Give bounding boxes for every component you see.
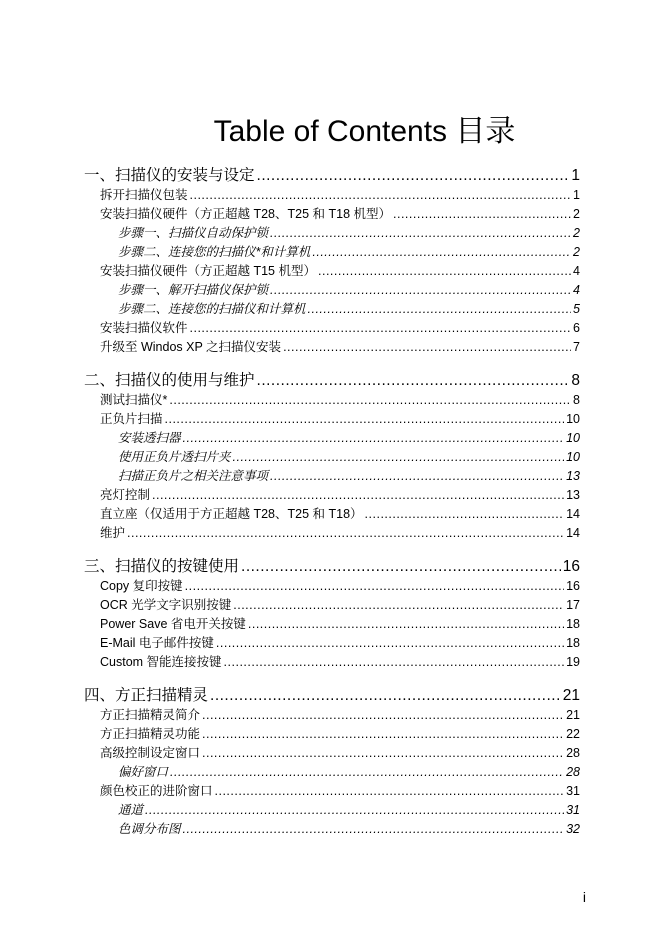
toc-entry-title: 方正扫描精灵功能 [100, 727, 201, 741]
dot-leader [202, 744, 564, 763]
toc-subsection-entry[interactable] [84, 467, 580, 486]
dot-leader [233, 448, 565, 467]
toc-entry-title: 使用正负片透扫片夹 [118, 450, 231, 464]
toc-entry-title: 二、扫描仪的使用与维护 [84, 372, 255, 389]
toc-entry-title: 颜色校正的进阶窗口 [100, 784, 213, 798]
toc-entry-page: 4 [573, 264, 580, 278]
dot-leader [308, 300, 572, 319]
toc-entry-page: 10 [566, 412, 580, 426]
toc-entry-title: 三、扫描仪的按键使用 [84, 558, 240, 575]
dot-leader [365, 505, 565, 524]
toc-subsection-entry[interactable] [84, 820, 580, 839]
dot-leader [257, 371, 570, 391]
toc-entry-page: 1 [571, 167, 580, 184]
toc-subsection-entry[interactable] [84, 801, 580, 820]
dot-leader [165, 410, 565, 429]
toc-entry-title: 偏好窗口 [118, 765, 169, 779]
toc-chapter-entry[interactable] [84, 557, 580, 577]
toc-entry-page: 4 [573, 283, 580, 297]
dot-leader [210, 686, 561, 706]
toc-entry-title: 步骤一、扫描仪自动保护锁 [118, 226, 269, 240]
toc-subsection-entry[interactable] [84, 281, 580, 300]
toc-section-entry[interactable] [84, 706, 580, 725]
page-title: Table of Contents 目录 [213, 115, 516, 148]
dot-leader [312, 243, 571, 262]
dot-leader [169, 391, 571, 410]
dot-leader [216, 634, 564, 653]
toc-entry-title: 通道 [118, 803, 144, 817]
toc-entry-title: OCR 光学文字识别按键 [100, 598, 232, 612]
toc-subsection-entry[interactable] [84, 448, 580, 467]
toc-entry-page: 19 [566, 655, 580, 669]
table-of-contents [84, 166, 580, 839]
dot-leader [283, 338, 571, 357]
toc-entry-title: 拆开扫描仪包装 [100, 188, 188, 202]
toc-entry-title: 测试扫描仪* [100, 393, 168, 407]
toc-entry-title: 一、扫描仪的安装与设定 [84, 167, 255, 184]
toc-section-entry[interactable] [84, 524, 580, 543]
toc-section-entry[interactable] [84, 634, 580, 653]
toc-entry-page: 31 [566, 784, 580, 798]
toc-entry-page: 10 [566, 450, 580, 464]
toc-section-entry[interactable] [84, 577, 580, 596]
toc-section-entry[interactable] [84, 596, 580, 615]
toc-entry-title: 安装扫描仪硬件（方正超越 T15 机型） [100, 264, 316, 278]
dot-leader [241, 557, 561, 577]
dot-leader [145, 801, 564, 820]
dot-leader [270, 467, 564, 486]
dot-leader [224, 653, 565, 672]
toc-entry-title: 直立座（仅适用于方正超越 T28、T25 和 T18） [100, 507, 363, 521]
dot-leader [183, 429, 565, 448]
page-number: i [582, 889, 586, 905]
toc-subsection-entry[interactable] [84, 243, 580, 262]
dot-leader [233, 596, 564, 615]
toc-entry-page: 10 [566, 431, 580, 445]
toc-entry-page: 6 [573, 321, 580, 335]
dot-leader [127, 524, 564, 543]
toc-subsection-entry[interactable] [84, 763, 580, 782]
toc-entry-page: 13 [566, 469, 580, 483]
toc-entry-page: 2 [573, 207, 580, 221]
toc-entry-page: 13 [566, 488, 580, 502]
toc-entry-page: 18 [566, 617, 580, 631]
toc-entry-title: 四、方正扫描精灵 [84, 687, 209, 704]
toc-entry-page: 28 [566, 746, 580, 760]
toc-chapter-entry[interactable] [84, 371, 580, 391]
toc-entry-page: 16 [566, 579, 580, 593]
dot-leader [183, 820, 565, 839]
dot-leader [318, 262, 571, 281]
toc-entry-title: E-Mail 电子邮件按键 [100, 636, 214, 650]
toc-entry-title: 步骤二、连接您的扫描仪*和计算机 [118, 245, 311, 259]
toc-entry-page: 16 [562, 558, 580, 575]
dot-leader [257, 166, 570, 186]
dot-leader [248, 615, 564, 634]
toc-section-entry[interactable] [84, 744, 580, 763]
toc-entry-title: Power Save 省电开关按键 [100, 617, 246, 631]
dot-leader [152, 486, 564, 505]
toc-entry-title: 正负片扫描 [100, 412, 163, 426]
dot-leader [202, 725, 564, 744]
toc-entry-title: 高级控制设定窗口 [100, 746, 201, 760]
dot-leader [215, 782, 565, 801]
toc-section-entry[interactable] [84, 615, 580, 634]
toc-entry-title: Custom 智能连接按键 [100, 655, 222, 669]
toc-entry-page: 8 [573, 393, 580, 407]
toc-section-entry[interactable] [84, 653, 580, 672]
toc-section-entry[interactable] [84, 391, 580, 410]
toc-entry-page: 14 [566, 526, 580, 540]
toc-section-entry[interactable] [84, 486, 580, 505]
toc-chapter-entry[interactable] [84, 166, 580, 186]
toc-entry-page: 5 [573, 302, 580, 316]
toc-entry-page: 18 [566, 636, 580, 650]
toc-entry-page: 21 [566, 708, 580, 722]
dot-leader [185, 577, 564, 596]
toc-entry-page: 28 [566, 765, 580, 779]
toc-section-entry[interactable] [84, 319, 580, 338]
toc-entry-page: 1 [573, 188, 580, 202]
toc-entry-title: 安装扫描仪硬件（方正超越 T28、T25 和 T18 机型） [100, 207, 392, 221]
toc-section-entry[interactable] [84, 205, 580, 224]
toc-chapter-entry[interactable] [84, 686, 580, 706]
toc-entry-title: 步骤一、解开扫描仪保护锁 [118, 283, 269, 297]
toc-entry-page: 2 [573, 226, 580, 240]
toc-entry-page: 32 [566, 822, 580, 836]
toc-section-entry[interactable] [84, 505, 580, 524]
toc-entry-title: 扫描正负片之相关注意事项 [118, 469, 269, 483]
toc-entry-page: 31 [566, 803, 580, 817]
dot-leader [393, 205, 571, 224]
dot-leader [190, 319, 572, 338]
toc-entry-page: 21 [562, 687, 580, 704]
toc-entry-page: 2 [573, 245, 580, 259]
dot-leader [270, 281, 571, 300]
toc-section-entry[interactable] [84, 338, 580, 357]
toc-subsection-entry[interactable] [84, 224, 580, 243]
toc-entry-title: 步骤二、连接您的扫描仪和计算机 [118, 302, 306, 316]
toc-subsection-entry[interactable] [84, 300, 580, 319]
dot-leader [202, 706, 564, 725]
toc-entry-page: 22 [566, 727, 580, 741]
toc-section-entry[interactable] [84, 186, 580, 205]
toc-section-entry[interactable] [84, 410, 580, 429]
toc-entry-page: 17 [566, 598, 580, 612]
toc-section-entry[interactable] [84, 725, 580, 744]
toc-entry-title: 亮灯控制 [100, 488, 151, 502]
toc-entry-title: 色调分布图 [118, 822, 181, 836]
dot-leader [170, 763, 564, 782]
toc-entry-page: 14 [566, 507, 580, 521]
toc-subsection-entry[interactable] [84, 429, 580, 448]
toc-entry-title: Copy 复印按键 [100, 579, 183, 593]
dot-leader [270, 224, 571, 243]
dot-leader [190, 186, 572, 205]
toc-entry-page: 7 [573, 340, 580, 354]
toc-entry-title: 升级至 Windos XP 之扫描仪安装 [100, 340, 282, 354]
toc-section-entry[interactable] [84, 782, 580, 801]
toc-entry-title: 安装透扫器 [118, 431, 181, 445]
toc-entry-title: 安装扫描仪软件 [100, 321, 188, 335]
toc-entry-page: 8 [571, 372, 580, 389]
toc-section-entry[interactable] [84, 262, 580, 281]
toc-entry-title: 维护 [100, 526, 126, 540]
toc-entry-title: 方正扫描精灵简介 [100, 708, 201, 722]
